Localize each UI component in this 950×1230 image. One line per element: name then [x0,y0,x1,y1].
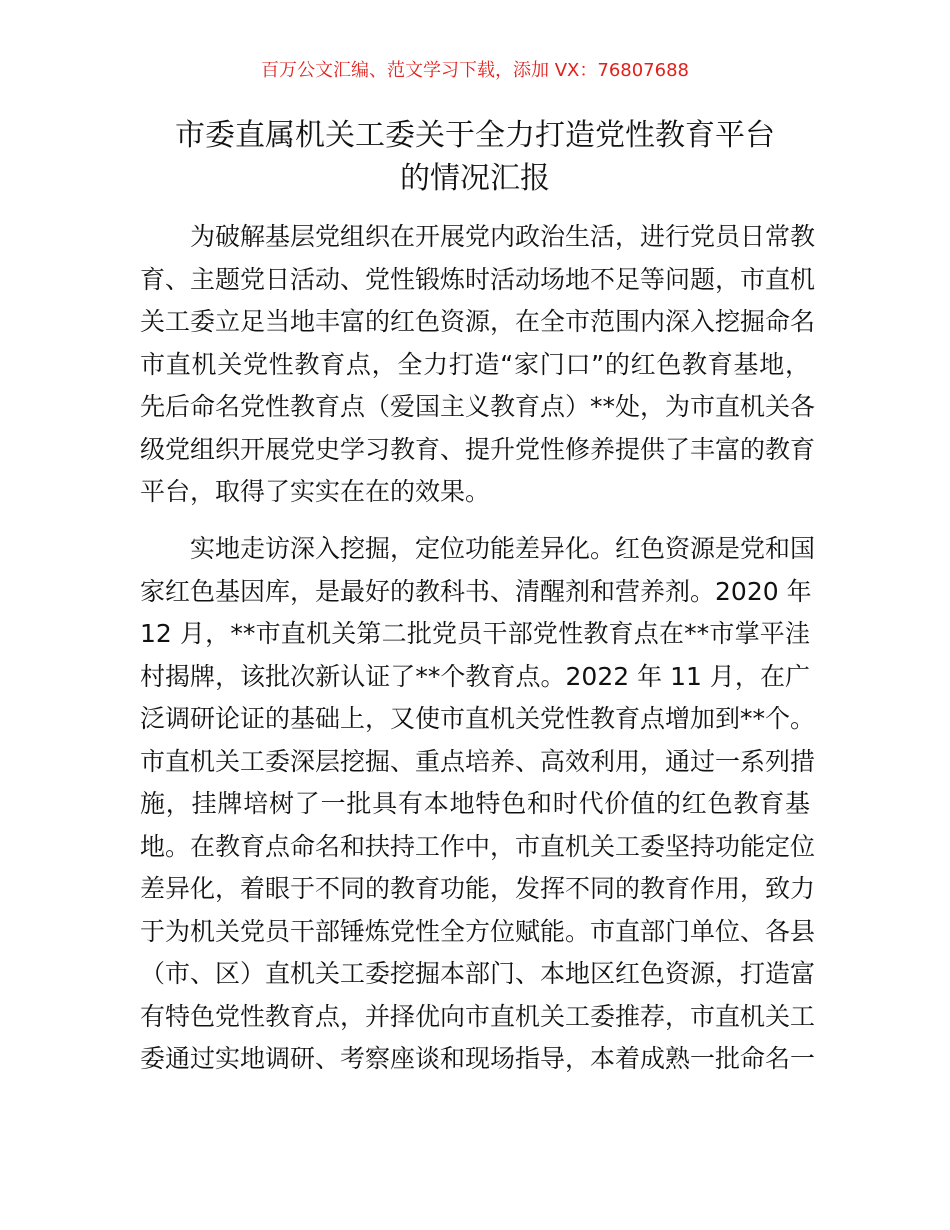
text-line: 有特色党性教育点，并择优向市直机关工委推荐，市直机关工 [140,1001,816,1031]
text-line: （市、区）直机关工委挖掘本部门、本地区红色资源，打造富 [140,959,816,988]
text-line: 关工委立足当地丰富的红色资源，在全市范围内深入挖掘命名 [140,307,816,336]
title-line: 的情况汇报 [400,161,550,196]
text-line: 市直机关党性教育点，全力打造“家门口”的红色教育基地， [140,349,810,379]
text-line: 施，挂牌培树了一批具有本地特色和时代价值的红色教育基 [140,789,810,818]
text-line: 市直机关工委深层挖掘、重点培养、高效利用，通过一系列措 [140,746,816,776]
text-line: 地。在教育点命名和扶持工作中，市直机关工委坚持功能定位 [140,831,816,861]
paragraph-1 [140,216,816,514]
text-line: 平台，取得了实实在在的效果。 [140,477,491,506]
document-title [140,114,810,200]
text-line: 12 月，**市直机关第二批党员干部党性教育点在**市掌平洼 [140,619,810,648]
text-line: 于为机关党员干部锤炼党性全方位赋能。市直部门单位、各县 [140,916,816,946]
text-line: 级党组织开展党史学习教育、提升党性修养提供了丰富的教育 [140,434,816,464]
text-line: 村揭牌，该批次新认证了**个教育点。2022 年 11 月，在广 [140,661,810,691]
paragraph-2 [140,528,816,1081]
text-line: 泛调研论证的基础上，又使市直机关党性教育点增加到**个。 [140,704,816,733]
text-line: 家红色基因库，是最好的教科书、清醒剂和营养剂。2020 年 [140,576,812,606]
watermark-header: 百万公文汇编、范文学习下载，添加 VX：76807688 [261,60,689,81]
text-line: 先后命名党性教育点（爱国主义教育点）**处，为市直机关各 [140,392,816,421]
text-line: 育、主题党日活动、党性锻炼时活动场地不足等问题，市直机 [140,264,816,294]
text-line: 为破解基层党组织在开展党内政治生活，进行党员日常教 [190,222,816,251]
title-line: 市委直属机关工委关于全力打造党性教育平台 [175,118,775,153]
text-line: 实地走访深入挖掘，定位功能差异化。红色资源是党和国 [190,534,816,563]
text-line: 差异化，着眼于不同的教育功能，发挥不同的教育作用，致力 [140,874,816,903]
text-line: 委通过实地调研、考察座谈和现场指导，本着成熟一批命名一 [140,1044,816,1073]
